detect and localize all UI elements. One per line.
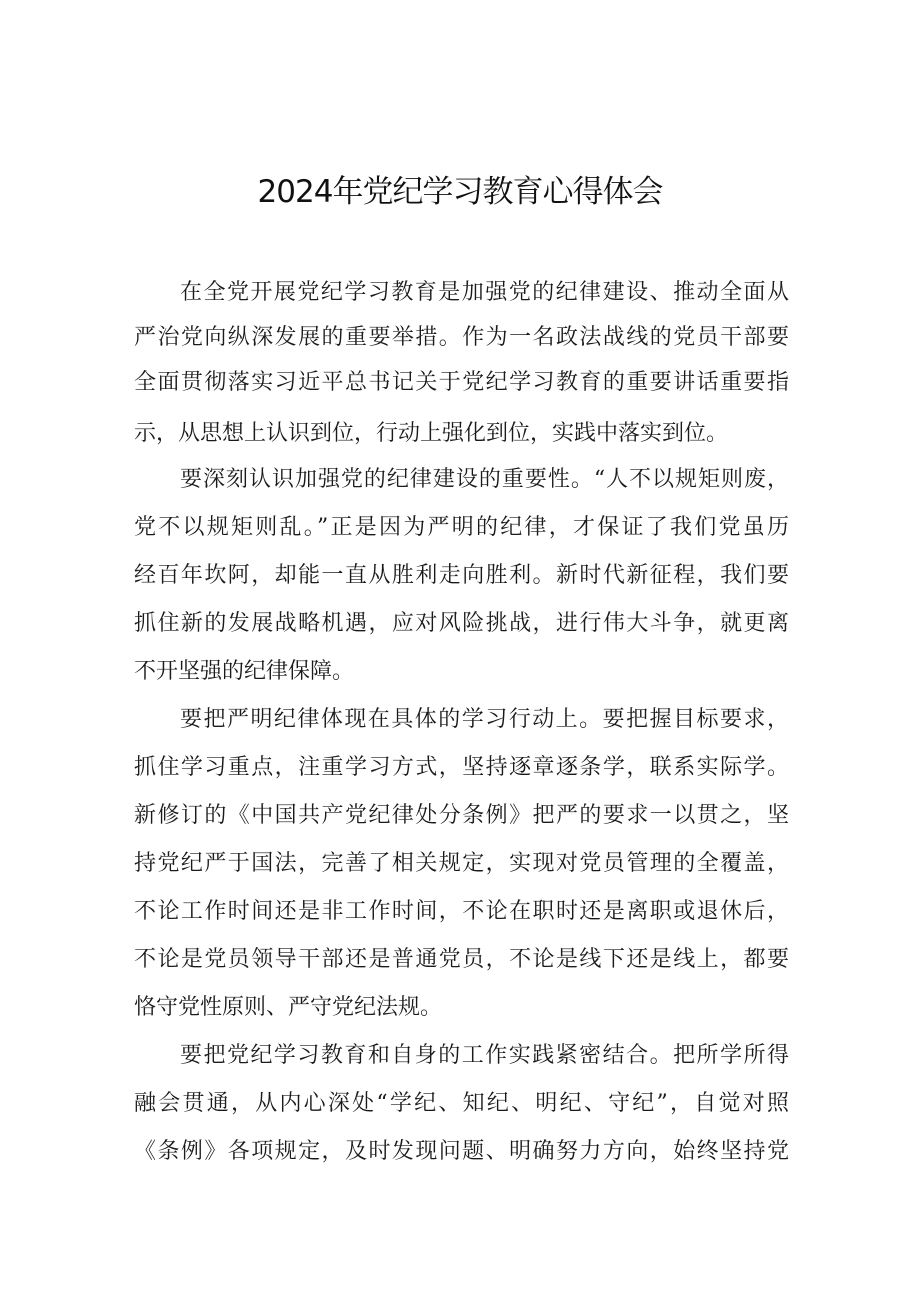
paragraph-2-line-5: 不开坚强的纪律保障。 (134, 659, 355, 684)
paragraph-3-line-3: 新修订的《中国共产党纪律处分条例》把严的要求一以贯之，坚 (134, 803, 789, 828)
paragraph-1-line-2: 严治党向纵深发展的重要举措。作为一名政法战线的党员干部要 (134, 325, 789, 350)
paragraph-4-line-1: 要把党纪学习教育和自身的工作实践紧密结合。把所学所得 (180, 1043, 789, 1068)
paragraph-2-line-4: 抓住新的发展战略机遇，应对风险挑战，进行伟大斗争，就更离 (134, 611, 789, 636)
paragraph-1-line-1: 在全党开展党纪学习教育是加强党的纪律建设、推动全面从 (180, 280, 789, 305)
paragraph-3-line-1: 要把严明纪律体现在具体的学习行动上。要把握目标要求， (180, 707, 789, 732)
paragraph-2-line-2: 党不以规矩则乱。”正是因为严明的纪律，才保证了我们党虽历 (134, 515, 789, 540)
paragraph-4-line-2: 融会贯通，从内心深处“学纪、知纪、明纪、守纪”，自觉对照 (134, 1091, 789, 1116)
paragraph-1-line-4: 示，从思想上认识到位，行动上强化到位，实践中落实到位。 (134, 421, 729, 446)
paragraph-4-line-3: 《条例》各项规定，及时发现问题、明确努力方向，始终坚持党 (134, 1139, 789, 1164)
paragraph-2-line-3: 经百年坎阿，却能一直从胜利走向胜利。新时代新征程，我们要 (134, 563, 789, 588)
paragraph-1-line-3: 全面贯彻落实习近平总书记关于党纪学习教育的重要讲话重要指 (134, 370, 789, 395)
document-title: 2024年党纪学习教育心得体会 (257, 174, 663, 210)
paragraph-3-line-7: 恪守党性原则、严守党纪法规。 (134, 995, 443, 1020)
paragraph-3-line-2: 抓住学习重点，注重学习方式，坚持逐章逐条学，联系实际学。 (134, 755, 789, 780)
paragraph-2-line-1: 要深刻认识加强党的纪律建设的重要性。“人不以规矩则废， (180, 467, 789, 492)
paragraph-3-line-6: 不论是党员领导干部还是普通党员，不论是线下还是线上，都要 (134, 947, 789, 972)
paragraph-3-line-4: 持党纪严于国法，完善了相关规定，实现对党员管理的全覆盖， (134, 851, 789, 876)
paragraph-3-line-5: 不论工作时间还是非工作时间，不论在职时还是离职或退休后， (134, 899, 789, 924)
